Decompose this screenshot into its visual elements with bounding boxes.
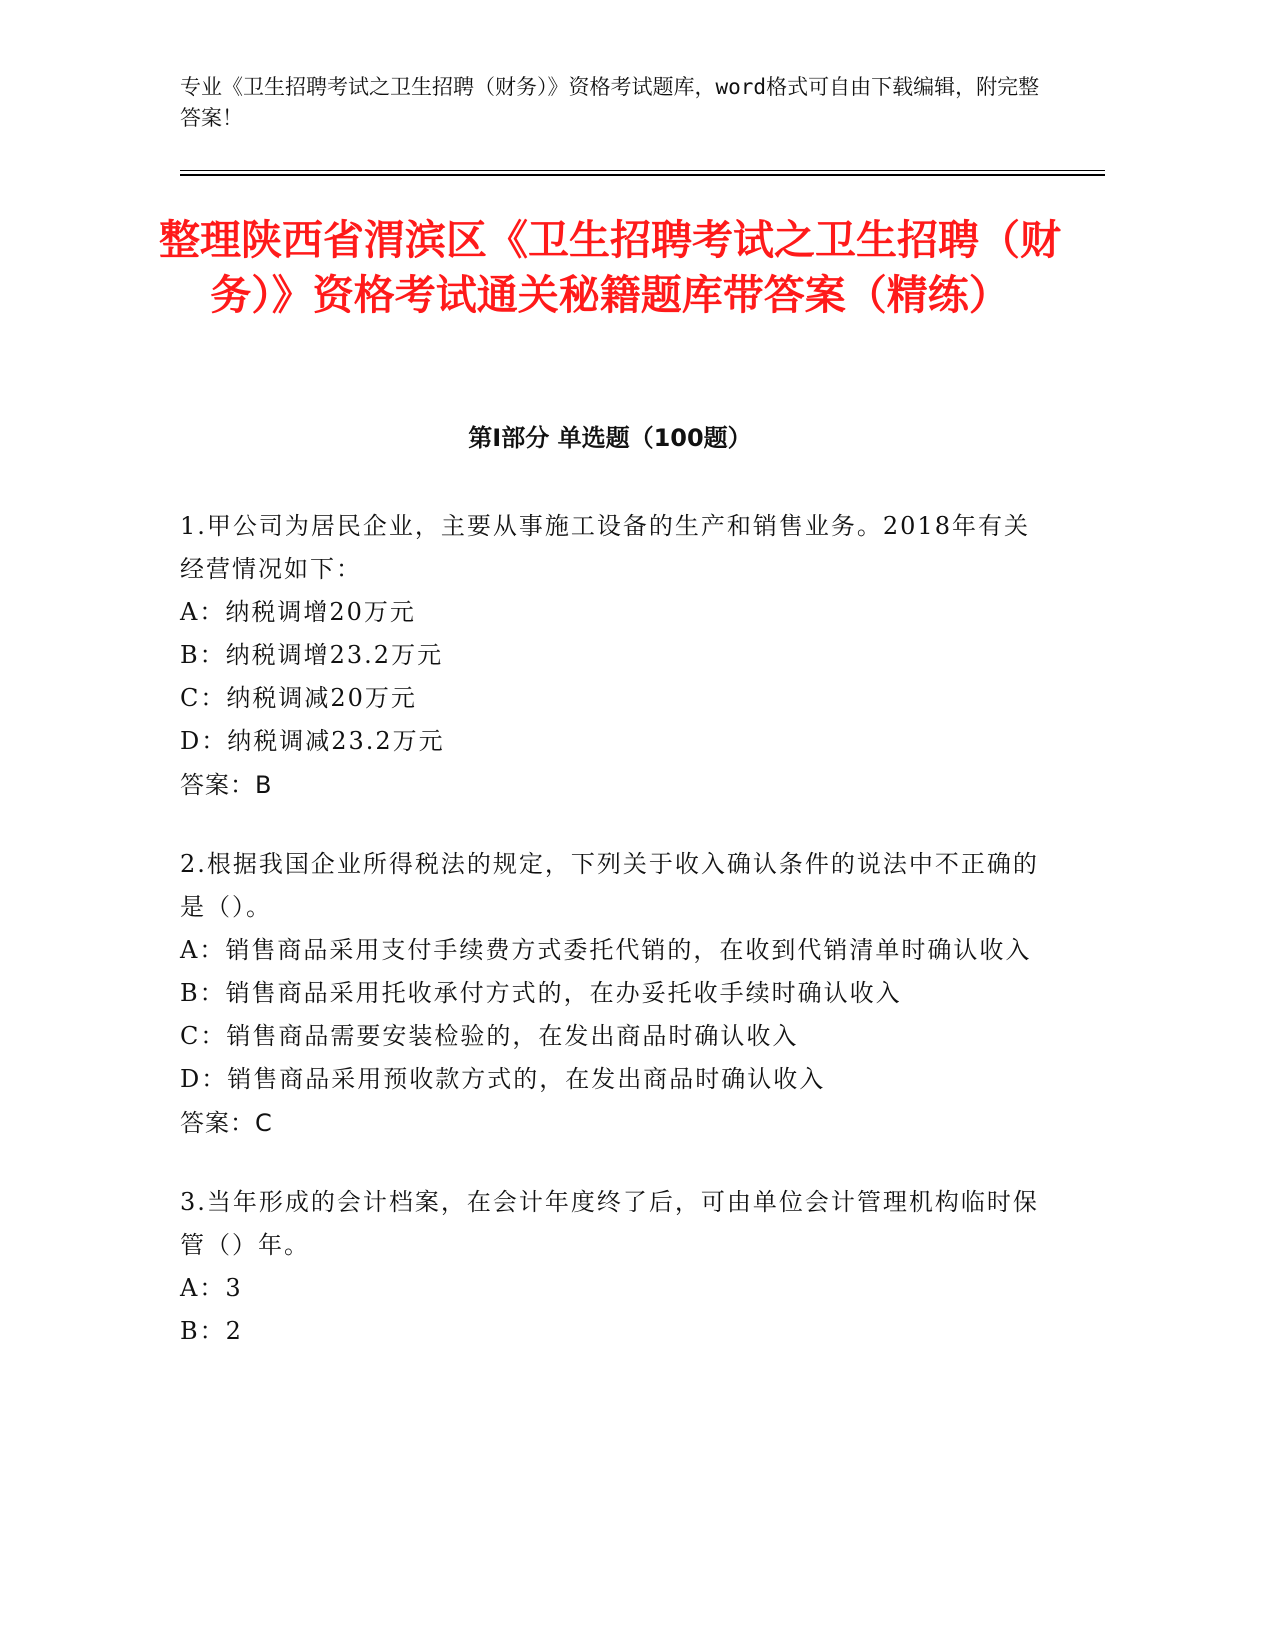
header-divider-thick — [180, 174, 1105, 176]
question-option: B：纳税调增23.2万元 — [180, 641, 444, 669]
document-title: 整理陕西省渭滨区《卫生招聘考试之卫生招聘（财务）》资格考试通关秘籍题库带答案（精练） — [159, 216, 1061, 319]
question-option: B：2 — [180, 1317, 243, 1345]
question-1 — [180, 505, 1040, 807]
question-2 — [180, 843, 1040, 1145]
question-stem: 1.甲公司为居民企业，主要从事施工设备的生产和销售业务。2018年有关经营情况如下： — [180, 512, 1030, 583]
question-option: A：3 — [180, 1274, 243, 1302]
question-option: B：销售商品采用托收承付方式的，在办妥托收手续时确认收入 — [180, 979, 902, 1007]
question-option: A：销售商品采用支付手续费方式委托代销的，在收到代销清单时确认收入 — [180, 936, 1032, 964]
question-answer: 答案：B — [180, 771, 273, 799]
question-option: D：纳税调减23.2万元 — [180, 727, 445, 755]
question-list — [180, 505, 1040, 1389]
question-option: C：纳税调减20万元 — [180, 684, 417, 712]
question-stem: 2.根据我国企业所得税法的规定，下列关于收入确认条件的说法中不正确的是（）。 — [180, 850, 1039, 921]
question-option: A：纳税调增20万元 — [180, 598, 416, 626]
question-answer: 答案：C — [180, 1109, 273, 1137]
header-note: 专业《卫生招聘考试之卫生招聘（财务）》资格考试题库，word格式可自由下载编辑，附完整答案！ — [180, 75, 1040, 130]
question-3 — [180, 1181, 1040, 1353]
header-divider-thin — [180, 170, 1105, 171]
section-heading: 第Ⅰ部分 单选题（100题） — [468, 424, 752, 452]
question-stem: 3.当年形成的会计档案，在会计年度终了后，可由单位会计管理机构临时保管（）年。 — [180, 1188, 1039, 1259]
question-option: C：销售商品需要安装检验的，在发出商品时确认收入 — [180, 1022, 799, 1050]
question-option: D：销售商品采用预收款方式的，在发出商品时确认收入 — [180, 1065, 826, 1093]
